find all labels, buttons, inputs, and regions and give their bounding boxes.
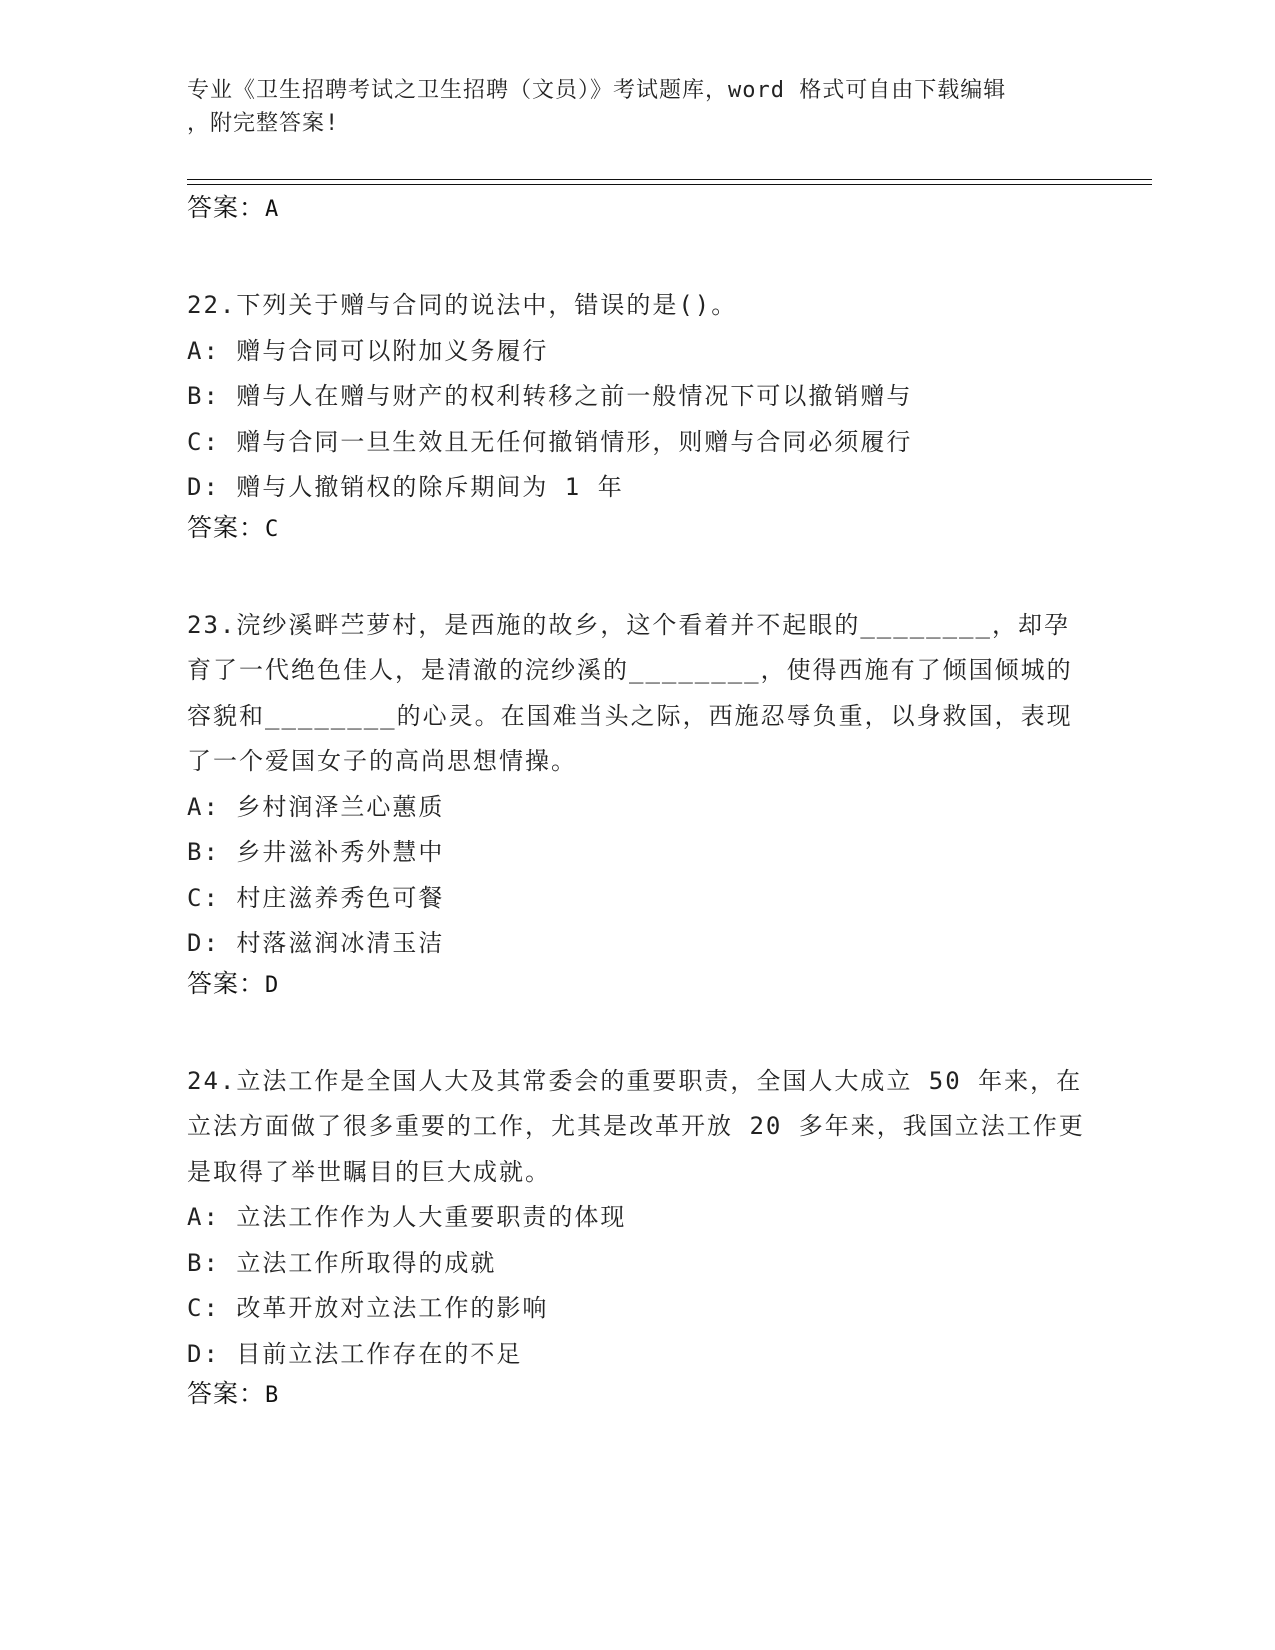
question-23 — [187, 603, 1087, 1001]
option-b: B: 立法工作所取得的成就 — [187, 1248, 497, 1277]
question-list — [187, 191, 1087, 1411]
question-24 — [187, 1059, 1087, 1412]
header-line-2: ，附完整答案! — [187, 111, 340, 136]
answer-line — [187, 1377, 1087, 1411]
answer-value: B — [265, 1383, 280, 1408]
option-c: C: 村庄滋养秀色可餐 — [187, 883, 445, 912]
option-c: C: 改革开放对立法工作的影响 — [187, 1294, 549, 1322]
option-d: D: 村落滋润冰清玉洁 — [187, 929, 445, 957]
question-22 — [187, 283, 1087, 545]
answer-line — [187, 967, 1087, 1001]
option-a: A: 乡村润泽兰心蕙质 — [187, 792, 445, 821]
header-line-1: 专业《卫生招聘考试之卫生招聘（文员）》考试题库，word 格式可自由下载编辑 — [187, 78, 1007, 103]
option-d: D: 目前立法工作存在的不足 — [187, 1339, 523, 1368]
question-stem: 23.浣纱溪畔苎萝村，是西施的故乡，这个看着并不起眼的________，却孕育了一代绝色佳人，是清澈的浣纱溪的________，使得西施有了倾国倾城的容貌和________的心灵。在国难当头之际，西施忍辱负重，以身救国，表现了一个爱国女子的高尚思想情操。 — [187, 610, 1073, 775]
answer-label: 答案： — [187, 968, 266, 998]
question-stem: 22.下列关于赠与合同的说法中，错误的是()。 — [187, 291, 738, 319]
option-b: B: 乡井滋补秀外慧中 — [187, 838, 445, 866]
option-d: D: 赠与人撤销权的除斥期间为 1 年 — [187, 473, 624, 501]
answer-value: D — [265, 972, 280, 998]
header-divider-bottom — [187, 184, 1152, 185]
option-a: A: 赠与合同可以附加义务履行 — [187, 336, 549, 365]
header-divider-top — [187, 179, 1152, 180]
option-c: C: 赠与合同一旦生效且无任何撤销情形，则赠与合同必须履行 — [187, 427, 913, 456]
answer-value: C — [265, 516, 280, 542]
option-b: B: 赠与人在赠与财产的权利转移之前一般情况下可以撤销赠与 — [187, 382, 913, 410]
answer-label: 答案： — [187, 512, 266, 542]
option-a: A: 立法工作作为人大重要职责的体现 — [187, 1203, 627, 1231]
document-header — [187, 74, 1067, 140]
answer-label: 答案： — [187, 193, 266, 222]
question-stem: 24.立法工作是全国人大及其常委会的重要职责，全国人大成立 50 年来，在立法方面做了很多重要的工作，尤其是改革开放 20 多年来，我国立法工作更是取得了举世瞩目的巨大成就。 — [187, 1066, 1085, 1186]
answer-line — [187, 191, 1087, 225]
answer-label: 答案： — [187, 1379, 266, 1408]
answer-value: A — [265, 197, 280, 222]
answer-line — [187, 511, 1087, 545]
